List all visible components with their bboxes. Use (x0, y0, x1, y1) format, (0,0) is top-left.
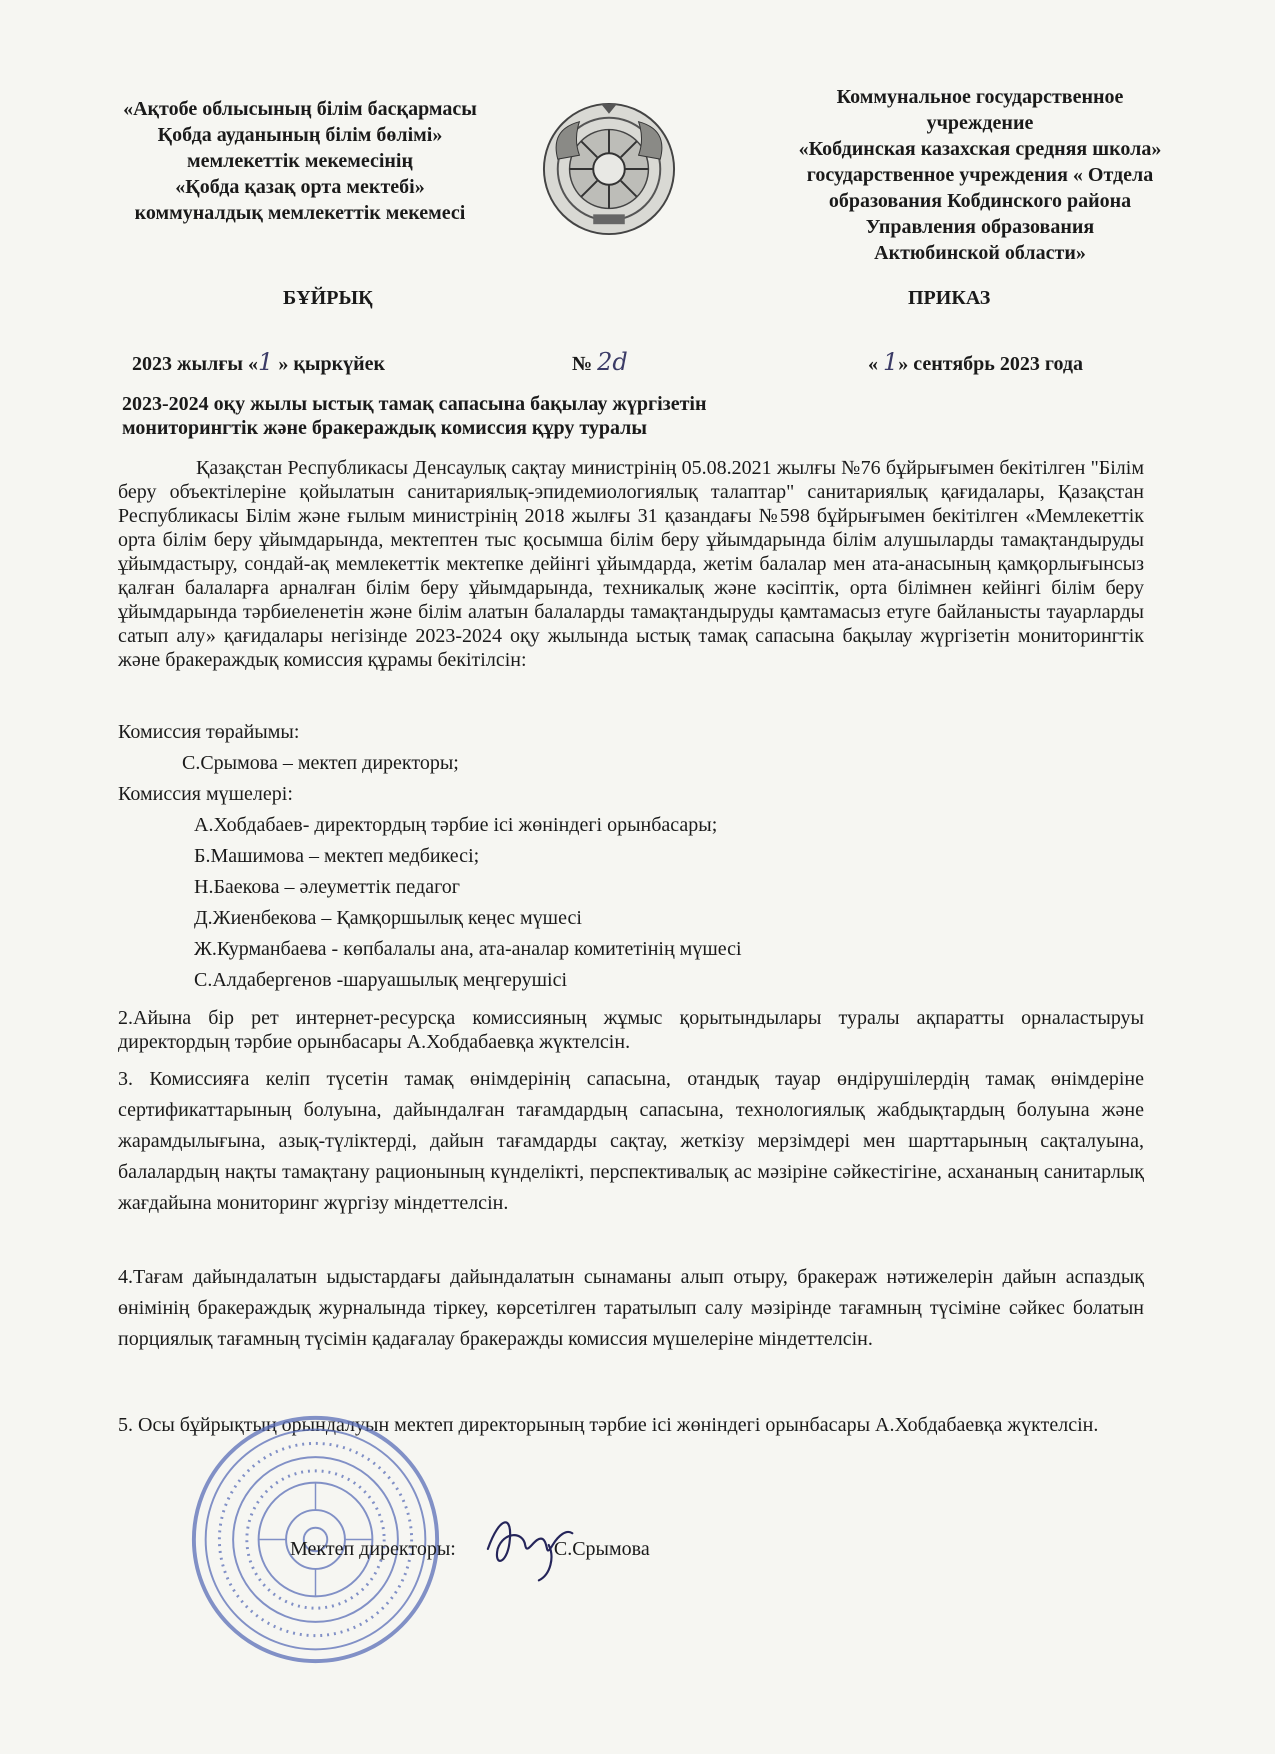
intro-paragraph (118, 456, 1144, 672)
member-item: Н.Баекова – әлеуметтік педагог (194, 876, 460, 898)
paragraph-2: 2.Айына бір рет интернет-ресурсқа комиссияның жұмыс қорытындылары туралы ақпаратты орналастыруы директордың тәрбие орынбасары А.Хобдабаевқа жүктелсін. (118, 1007, 1144, 1053)
document-type-kz: БҰЙРЫҚ (283, 287, 373, 309)
order-subject (122, 392, 862, 440)
paragraph-4: 4.Тағам дайындалатын ыдыстардағы дайындалатын сынаманы алып отыру, бракераж нәтижелерін дайын аспаздық өнімінің бракераждық журналында тіркеу, көрсетілген таратылып салу мәзірінде тағамның түсіміне сәйкес болатын порциялық тағамның түсімін қадағалау бракеражды комиссия мүшелеріне міндеттелсін. (118, 1266, 1144, 1350)
header-kazakh (60, 96, 540, 226)
document-type-ru: ПРИКАЗ (908, 287, 991, 309)
number-value: 2d (597, 348, 628, 376)
member-item: Д.Жиенбекова – Қамқоршылық кеңес мүшесі (194, 907, 582, 929)
signature-title: Мектеп директоры: (290, 1538, 456, 1560)
signature-name: С.Срымова (553, 1538, 650, 1560)
commission-list (118, 748, 1144, 996)
header-ru-line: Актюбинской области» (874, 242, 1086, 264)
paragraph-5: 5. Осы бұйрықтың орындалуын мектеп директорының тәрбие ісі жөніндегі орынбасары А.Хобдабаевқа жүктелсін. (118, 1414, 1099, 1436)
intro-text: Қазақстан Республикасы Денсаулық сақтау министрінің 05.08.2021 жылғы №76 бұйрығымен бекітілген "Білім беру объектілеріне қойылатын санитариялық-эпидемиологиялық талаптар" санитариялық қағидалары, Қазақстан Республикасы Білім және ғылым министрінің 2018 жылғы 31 қазандағы №598 бұйрығымен бекітілген «Мемлекеттік орта білім беру ұйымдарында, мектептен тыс қосымша білім беру ұйымдарында білім алушыларды тамақтандыруды ұйымдастыру, сондай-ақ мемлекеттік мектепке дейінгі ұйымдарда, жетім балалар мен ата-анасының қамқорлығынсыз қалған балаларға арналған білім беру ұйымдарында, техникалық және кәсіптік, орта білімнен кейінгі білім беру ұйымдарында тәрбиеленетін және білім алатын балаларды тамақтандыруды қамтамасыз етуге байланысты тауарларды сатып алу» қағидалары негізінде 2023-2024 оқу жылында ыстық тамақ сапасына бақылау жүргізетін мониторингтік және бракераждық комиссия құрамы бекітілсін: (118, 457, 1144, 671)
header-kz-line: «Қобда қазақ орта мектебі» (175, 176, 425, 198)
member-item: Ж.Курманбаева - көпбалалы ана, ата-аналар комитетінің мүшесі (194, 938, 742, 960)
member-item: А.Хобдабаев- директордың тәрбие ісі жөніндегі орынбасары; (194, 814, 718, 836)
paragraph-3: 3. Комиссияға келіп түсетін тамақ өнімдерінің сапасына, отандық тауар өндірушілердің тамақ өнімдеріне сертификаттарының болуына, дайындалған тағамдардың сапасына, технологиялық жабдықтардың болуына және жарамдылығына, азық-түліктерді, дайын тағамдарды сақтау, жеткізу мерзімдері мен шарттарының сақталуына, балалардың нақты тамақтану рационының күнделікті, перспективалық ас мәзіріне сәйкестігіне, асхананың санитарлық жағдайына мониторинг жүргізу міндеттелсін. (118, 1068, 1144, 1214)
header-russian (745, 84, 1215, 266)
header-ru-line: учреждение (926, 112, 1034, 134)
date-kz-prefix: 2023 жылғы « (132, 353, 259, 375)
member-item: Б.Машимова – мектеп медбикесі; (194, 845, 480, 867)
date-ru (868, 348, 1083, 376)
members-label: Комиссия мүшелері: (118, 783, 293, 805)
header-ru-line: «Кобдинская казахская средняя школа» (798, 138, 1162, 160)
number-label: № (572, 353, 593, 375)
header-ru-line: государственное учреждения « Отдела (806, 164, 1154, 186)
chair-line: С.Срымова – мектеп директоры; (182, 752, 459, 774)
header-ru-line: образования Кобдинского района (828, 190, 1132, 212)
date-ru-suffix: » сентябрь 2023 года (898, 353, 1084, 375)
header-kz-line: «Ақтобе облысының білім басқармасы (123, 98, 477, 120)
order-number (572, 348, 628, 376)
subject-line: 2023-2024 оқу жылы ыстық тамақ сапасына бақылау жүргізетін (122, 393, 707, 415)
header-kz-line: коммуналдық мемлекеттік мекемесі (134, 202, 466, 224)
header-ru-line: Управления образования (865, 216, 1095, 238)
signature-block (290, 1538, 650, 1561)
chair-label: Комиссия төрайымы: (118, 721, 300, 743)
header-ru-line: Коммунальное государственное (836, 86, 1124, 108)
date-ru-open: « (868, 353, 883, 375)
header-kz-line: мемлекеттік мекемесінің (186, 150, 414, 172)
state-emblem-icon (540, 100, 678, 238)
date-ru-day: 1 (883, 348, 899, 376)
header-kz-line: Қобда ауданының білім бөлімі» (157, 124, 443, 146)
member-item: С.Алдабергенов -шаруашылық меңгерушісі (194, 969, 568, 991)
date-kz-suffix: » қыркүйек (273, 353, 386, 375)
date-kz (132, 348, 385, 376)
subject-line: мониторингтік және бракераждық комиссия құру туралы (122, 417, 648, 439)
date-kz-day: 1 (258, 348, 274, 376)
